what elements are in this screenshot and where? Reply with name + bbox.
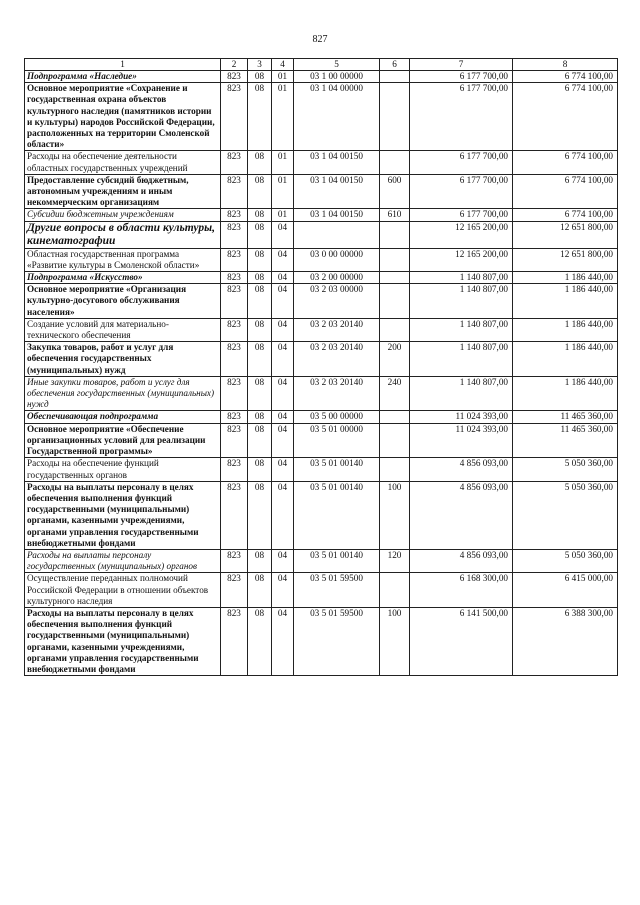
column-header: 1	[25, 59, 221, 71]
section-cell: 08	[248, 151, 272, 174]
section-cell: 08	[248, 71, 272, 83]
admin-code-cell: 823	[221, 209, 248, 221]
table-row	[25, 573, 618, 608]
subsection-cell: 04	[272, 549, 294, 572]
amount-2026-cell: 6 388 300,00	[513, 607, 618, 675]
subsection-cell: 04	[272, 318, 294, 341]
row-name-cell: Расходы на выплаты персоналу государственных (муниципальных) органов	[25, 549, 221, 572]
expense-type-cell: 100	[380, 607, 410, 675]
amount-2026-cell: 5 050 360,00	[513, 458, 618, 481]
expense-type-cell	[380, 83, 410, 151]
row-name-cell: Расходы на обеспечение функций государственных органов	[25, 458, 221, 481]
subsection-cell: 04	[272, 481, 294, 549]
amount-2026-cell: 6 774 100,00	[513, 174, 618, 209]
amount-2025-cell: 6 177 700,00	[410, 71, 513, 83]
expense-type-cell	[380, 411, 410, 423]
amount-2026-cell: 1 186 440,00	[513, 376, 618, 411]
subsection-cell: 04	[272, 248, 294, 271]
row-name-cell: Другие вопросы в области культуры, кинематографии	[25, 221, 221, 248]
table-row	[25, 209, 618, 221]
table-row	[25, 376, 618, 411]
column-header: 2	[221, 59, 248, 71]
amount-2025-cell: 11 024 393,00	[410, 423, 513, 458]
table-row	[25, 151, 618, 174]
target-article-cell: 03 2 03 00000	[294, 284, 380, 319]
section-cell: 08	[248, 221, 272, 248]
admin-code-cell: 823	[221, 573, 248, 608]
section-cell: 08	[248, 174, 272, 209]
amount-2026-cell: 1 186 440,00	[513, 272, 618, 284]
target-article-cell: 03 2 03 20140	[294, 342, 380, 377]
row-name-cell: Расходы на обеспечение деятельности областных государственных учреждений	[25, 151, 221, 174]
table-row	[25, 272, 618, 284]
target-article-cell: 03 5 01 00140	[294, 549, 380, 572]
expense-type-cell: 610	[380, 209, 410, 221]
table-row	[25, 221, 618, 248]
table-row	[25, 318, 618, 341]
expense-type-cell	[380, 573, 410, 608]
amount-2025-cell: 6 177 700,00	[410, 174, 513, 209]
amount-2025-cell: 1 140 807,00	[410, 342, 513, 377]
target-article-cell: 03 2 00 00000	[294, 272, 380, 284]
row-name-cell: Осуществление переданных полномочий Российской Федерации в отношении объектов культурного наследия	[25, 573, 221, 608]
amount-2025-cell: 4 856 093,00	[410, 481, 513, 549]
table-body	[25, 71, 618, 676]
admin-code-cell: 823	[221, 284, 248, 319]
expense-type-cell: 120	[380, 549, 410, 572]
target-article-cell: 03 5 01 59500	[294, 607, 380, 675]
table-row	[25, 83, 618, 151]
expense-type-cell: 600	[380, 174, 410, 209]
target-article-cell: 03 2 03 20140	[294, 318, 380, 341]
admin-code-cell: 823	[221, 318, 248, 341]
row-name-cell: Подпрограмма «Наследие»	[25, 71, 221, 83]
admin-code-cell: 823	[221, 71, 248, 83]
target-article-cell	[294, 221, 380, 248]
column-header: 4	[272, 59, 294, 71]
section-cell: 08	[248, 248, 272, 271]
expense-type-cell	[380, 71, 410, 83]
amount-2026-cell: 6 774 100,00	[513, 71, 618, 83]
amount-2025-cell: 12 165 200,00	[410, 248, 513, 271]
column-number-row	[25, 59, 618, 71]
amount-2025-cell: 6 168 300,00	[410, 573, 513, 608]
row-name-cell: Предоставление субсидий бюджетным, автономным учреждениям и иным некоммерческим организациям	[25, 174, 221, 209]
expense-type-cell	[380, 423, 410, 458]
table-row	[25, 284, 618, 319]
column-header: 7	[410, 59, 513, 71]
expense-type-cell	[380, 248, 410, 271]
subsection-cell: 04	[272, 411, 294, 423]
section-cell: 08	[248, 272, 272, 284]
section-cell: 08	[248, 284, 272, 319]
subsection-cell: 04	[272, 458, 294, 481]
admin-code-cell: 823	[221, 376, 248, 411]
admin-code-cell: 823	[221, 83, 248, 151]
amount-2025-cell: 1 140 807,00	[410, 318, 513, 341]
amount-2026-cell: 12 651 800,00	[513, 248, 618, 271]
section-cell: 08	[248, 573, 272, 608]
amount-2025-cell: 11 024 393,00	[410, 411, 513, 423]
column-header: 8	[513, 59, 618, 71]
amount-2026-cell: 11 465 360,00	[513, 423, 618, 458]
subsection-cell: 04	[272, 423, 294, 458]
table-row	[25, 481, 618, 549]
amount-2026-cell: 1 186 440,00	[513, 342, 618, 377]
subsection-cell: 04	[272, 573, 294, 608]
subsection-cell: 04	[272, 342, 294, 377]
admin-code-cell: 823	[221, 411, 248, 423]
subsection-cell: 01	[272, 209, 294, 221]
admin-code-cell: 823	[221, 607, 248, 675]
column-header: 3	[248, 59, 272, 71]
table-row	[25, 342, 618, 377]
section-cell: 08	[248, 318, 272, 341]
amount-2026-cell: 5 050 360,00	[513, 549, 618, 572]
expense-type-cell	[380, 151, 410, 174]
expense-type-cell	[380, 284, 410, 319]
admin-code-cell: 823	[221, 272, 248, 284]
admin-code-cell: 823	[221, 481, 248, 549]
section-cell: 08	[248, 411, 272, 423]
subsection-cell: 04	[272, 221, 294, 248]
page-number: 827	[312, 34, 328, 45]
admin-code-cell: 823	[221, 458, 248, 481]
admin-code-cell: 823	[221, 423, 248, 458]
amount-2026-cell: 1 186 440,00	[513, 318, 618, 341]
section-cell: 08	[248, 549, 272, 572]
admin-code-cell: 823	[221, 342, 248, 377]
admin-code-cell: 823	[221, 549, 248, 572]
table-row	[25, 607, 618, 675]
subsection-cell: 01	[272, 71, 294, 83]
section-cell: 08	[248, 423, 272, 458]
row-name-cell: Иные закупки товаров, работ и услуг для обеспечения государственных (муниципальных) нужд	[25, 376, 221, 411]
section-cell: 08	[248, 376, 272, 411]
section-cell: 08	[248, 209, 272, 221]
target-article-cell: 03 1 04 00150	[294, 209, 380, 221]
target-article-cell: 03 5 00 00000	[294, 411, 380, 423]
table-row	[25, 423, 618, 458]
amount-2025-cell: 6 141 500,00	[410, 607, 513, 675]
column-header: 6	[380, 59, 410, 71]
amount-2026-cell: 6 415 000,00	[513, 573, 618, 608]
amount-2026-cell: 5 050 360,00	[513, 481, 618, 549]
subsection-cell: 01	[272, 83, 294, 151]
subsection-cell: 04	[272, 376, 294, 411]
target-article-cell: 03 1 04 00150	[294, 151, 380, 174]
row-name-cell: Расходы на выплаты персоналу в целях обеспечения выполнения функций государственными (муниципальными) органами, казенными учреждениями, органами управления государственными внебюджетными фондами	[25, 607, 221, 675]
section-cell: 08	[248, 458, 272, 481]
admin-code-cell: 823	[221, 248, 248, 271]
table-row	[25, 458, 618, 481]
expense-type-cell	[380, 318, 410, 341]
row-name-cell: Основное мероприятие «Организация культурно-досугового обслуживания населения»	[25, 284, 221, 319]
expense-type-cell	[380, 221, 410, 248]
amount-2026-cell: 12 651 800,00	[513, 221, 618, 248]
expense-type-cell: 100	[380, 481, 410, 549]
table-row	[25, 549, 618, 572]
row-name-cell: Подпрограмма «Искусство»	[25, 272, 221, 284]
section-cell: 08	[248, 83, 272, 151]
amount-2026-cell: 11 465 360,00	[513, 411, 618, 423]
amount-2025-cell: 12 165 200,00	[410, 221, 513, 248]
row-name-cell: Областная государственная программа «Развитие культуры в Смоленской области»	[25, 248, 221, 271]
table-row	[25, 71, 618, 83]
amount-2025-cell: 4 856 093,00	[410, 458, 513, 481]
row-name-cell: Обеспечивающая подпрограмма	[25, 411, 221, 423]
subsection-cell: 04	[272, 272, 294, 284]
subsection-cell: 04	[272, 607, 294, 675]
target-article-cell: 03 5 01 00140	[294, 481, 380, 549]
row-name-cell: Основное мероприятие «Обеспечение организационных условий для реализации Государственной программы»	[25, 423, 221, 458]
amount-2026-cell: 1 186 440,00	[513, 284, 618, 319]
table-row	[25, 174, 618, 209]
admin-code-cell: 823	[221, 151, 248, 174]
target-article-cell: 03 5 01 59500	[294, 573, 380, 608]
amount-2026-cell: 6 774 100,00	[513, 83, 618, 151]
amount-2025-cell: 6 177 700,00	[410, 209, 513, 221]
table-row	[25, 248, 618, 271]
row-name-cell: Создание условий для материально-технического обеспечения	[25, 318, 221, 341]
amount-2025-cell: 1 140 807,00	[410, 376, 513, 411]
admin-code-cell: 823	[221, 221, 248, 248]
target-article-cell: 03 1 04 00000	[294, 83, 380, 151]
target-article-cell: 03 5 01 00140	[294, 458, 380, 481]
subsection-cell: 01	[272, 174, 294, 209]
row-name-cell: Субсидии бюджетным учреждениям	[25, 209, 221, 221]
target-article-cell: 03 5 01 00000	[294, 423, 380, 458]
expense-type-cell: 200	[380, 342, 410, 377]
section-cell: 08	[248, 342, 272, 377]
expense-type-cell	[380, 272, 410, 284]
target-article-cell: 03 1 04 00150	[294, 174, 380, 209]
subsection-cell: 04	[272, 284, 294, 319]
subsection-cell: 01	[272, 151, 294, 174]
target-article-cell: 03 1 00 00000	[294, 71, 380, 83]
row-name-cell: Основное мероприятие «Сохранение и государственная охрана объектов культурного наследия (памятников истории и культуры) народов Российской Федерации, расположенных на территории Смоленской области»	[25, 83, 221, 151]
table-row	[25, 411, 618, 423]
amount-2025-cell: 4 856 093,00	[410, 549, 513, 572]
budget-table	[24, 58, 618, 676]
expense-type-cell	[380, 458, 410, 481]
expense-type-cell: 240	[380, 376, 410, 411]
target-article-cell: 03 0 00 00000	[294, 248, 380, 271]
amount-2025-cell: 6 177 700,00	[410, 151, 513, 174]
amount-2026-cell: 6 774 100,00	[513, 151, 618, 174]
section-cell: 08	[248, 607, 272, 675]
admin-code-cell: 823	[221, 174, 248, 209]
section-cell: 08	[248, 481, 272, 549]
target-article-cell: 03 2 03 20140	[294, 376, 380, 411]
row-name-cell: Закупка товаров, работ и услуг для обеспечения государственных (муниципальных) нужд	[25, 342, 221, 377]
row-name-cell: Расходы на выплаты персоналу в целях обеспечения выполнения функций государственными (муниципальными) органами, казенными учреждениями, органами управления государственными внебюджетными фондами	[25, 481, 221, 549]
amount-2025-cell: 1 140 807,00	[410, 284, 513, 319]
amount-2025-cell: 6 177 700,00	[410, 83, 513, 151]
column-header: 5	[294, 59, 380, 71]
amount-2025-cell: 1 140 807,00	[410, 272, 513, 284]
amount-2026-cell: 6 774 100,00	[513, 209, 618, 221]
